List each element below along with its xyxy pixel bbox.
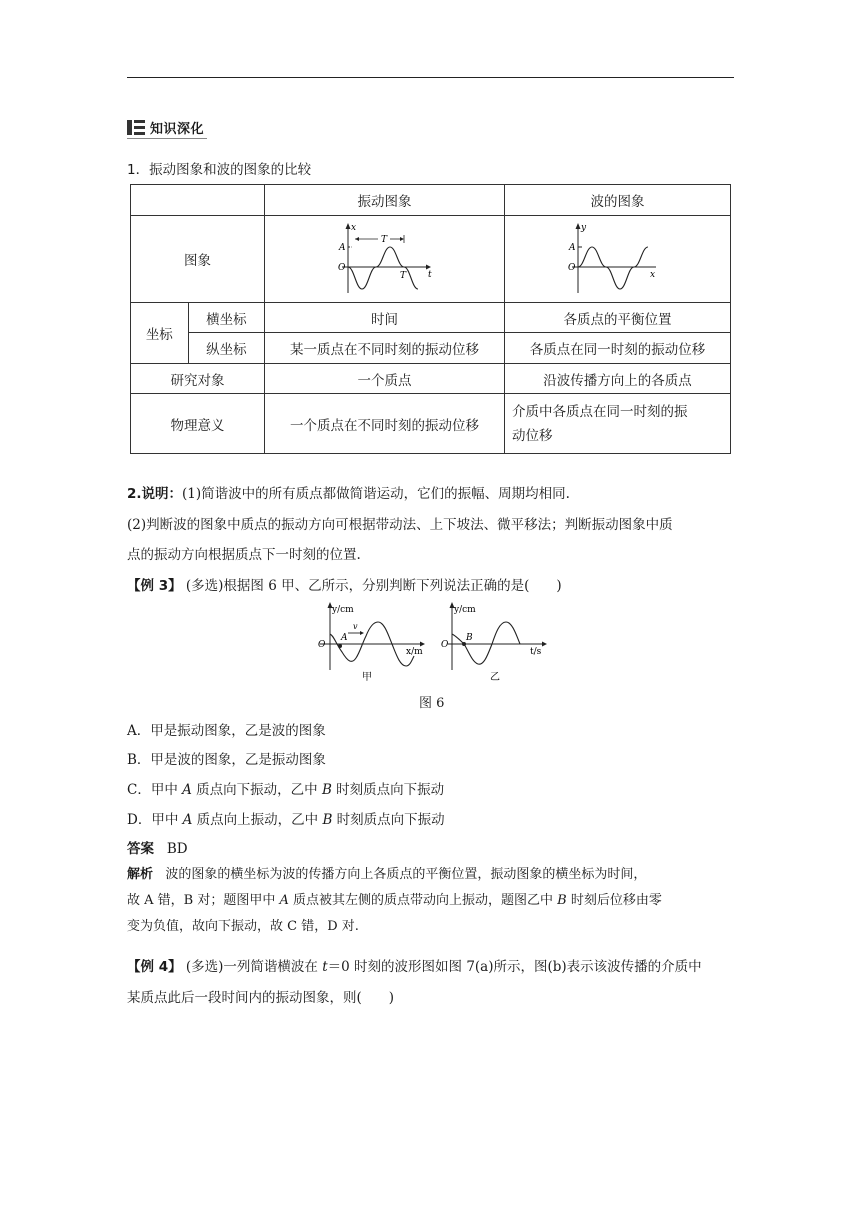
object-wave: 沿波传播方向上的各质点 (504, 364, 730, 394)
meaning-vibration: 一个质点在不同时刻的振动位移 (265, 394, 505, 454)
vib-t-label: t (427, 270, 432, 280)
meaning-wave (504, 394, 730, 454)
fig6a-point-a (338, 644, 342, 648)
wave-graph (562, 219, 672, 299)
fig6b-x-arrow (542, 642, 547, 647)
option-d-mid: 质点向上振动，乙中 (192, 812, 323, 828)
explain-2-post: 时刻后位移由零 (566, 893, 662, 908)
vib-amp-label: A (338, 243, 346, 253)
vib-origin-label: O (337, 263, 345, 273)
explain-2-pre: 故 A 错，B 对；题图甲中 (127, 893, 280, 908)
example3-tag: 【例 3】 (127, 578, 182, 594)
option-d-post: 时刻质点向下振动 (332, 812, 445, 828)
option-a: A．甲是振动图象，乙是波的图象 (127, 723, 326, 739)
wave-x-label: x (650, 270, 656, 280)
meaning-wave-line2: 动位移 (511, 427, 553, 444)
fig6b-point-label: B (466, 633, 473, 643)
table-header-vibration: 振动图象 (265, 185, 505, 216)
option-d-var2: B (322, 812, 333, 828)
answer-line (127, 839, 188, 859)
fig6b-caption: 乙 (490, 672, 500, 683)
option-d (127, 810, 445, 830)
note-line-1 (127, 484, 570, 504)
period-arrow-right (400, 237, 404, 241)
x-axis-arrow (345, 223, 350, 229)
explanation (127, 862, 737, 940)
comparison-table (130, 184, 731, 454)
vib-curve-2 (376, 247, 418, 289)
fig6a-ylabel: y/cm (332, 605, 354, 615)
option-c-post: 时刻质点向下振动 (331, 782, 445, 798)
answer-value: BD (166, 841, 188, 857)
example4-pre: (多选)一列简谐横波在 (181, 959, 323, 975)
example4-line-1 (127, 957, 702, 977)
ordinate-wave: 各质点在同一时刻的振动位移 (504, 333, 730, 364)
explain-2-var: A (279, 893, 289, 908)
figure6-a (310, 600, 430, 686)
option-c-var2: B (321, 782, 332, 798)
section-heading (127, 118, 204, 137)
section-block-icon (127, 119, 145, 136)
row-label-abscissa: 横坐标 (188, 303, 264, 333)
vib-y-label: x (350, 223, 356, 233)
section-title: 知识深化 (150, 122, 205, 137)
answer-label: 答案 (127, 841, 154, 857)
explanation-line-1 (127, 862, 737, 888)
explain-label: 解析 (127, 867, 154, 882)
vib-period-tick-label: T (399, 271, 406, 281)
figure6-caption: 图 6 (419, 696, 445, 711)
option-c-mid: 质点向下振动，乙中 (191, 782, 322, 798)
example3-text: (多选)根据图 6 甲、乙所示，分别判断下列说法正确的是( ) (181, 578, 562, 594)
option-c-var1: A (182, 782, 192, 798)
wave-graph-cell (504, 216, 730, 303)
wave-y-label: y (581, 223, 587, 233)
fig6b-xlabel: t/s (530, 647, 542, 657)
fig6b-origin: O (441, 640, 449, 650)
row-label-object: 研究对象 (131, 364, 265, 394)
vib-curve-1 (348, 267, 376, 289)
table-corner (131, 185, 265, 216)
fig6a-point-label: A (341, 633, 348, 643)
note-label: 2.说明： (127, 486, 183, 502)
row-label-image: 图象 (131, 216, 265, 303)
option-b: B．甲是波的图象，乙是振动图象 (127, 752, 326, 768)
abscissa-wave: 各质点的平衡位置 (504, 303, 730, 333)
example4-var: t (322, 959, 328, 975)
vibration-graph (330, 219, 440, 299)
explain-2-var2: B (557, 893, 567, 908)
fig6a-caption: 甲 (362, 672, 372, 683)
row-label-ordinate: 纵坐标 (188, 333, 264, 364)
abscissa-vibration: 时间 (265, 303, 505, 333)
ordinate-vibration: 某一质点在不同时刻的振动位移 (265, 333, 505, 364)
option-c-pre: C．甲中 (127, 782, 183, 798)
explanation-line-2 (127, 888, 737, 914)
explain-text-1: 波的图象的横坐标为波的传播方向上各质点的平衡位置，振动图象的横坐标为时间， (165, 867, 647, 882)
period-arrow-left (355, 237, 359, 241)
example3-question (127, 576, 562, 596)
meaning-wave-line1: 介质中各质点在同一时刻的振 (511, 403, 688, 420)
explanation-line-3: 变为负值，故向下振动，故 C 错，D 对. (127, 919, 359, 934)
table-header-wave: 波的图象 (504, 185, 730, 216)
header-rule (127, 77, 734, 78)
t-axis-arrow (426, 265, 431, 270)
fig6a-origin: O (318, 640, 326, 650)
option-d-pre: D．甲中 (127, 812, 183, 828)
example4-post: ＝0 时刻的波形图如图 7(a)所示，图(b)表示该波传播的介质中 (327, 959, 702, 975)
row-label-meaning: 物理意义 (131, 394, 265, 454)
option-d-var1: A (182, 812, 193, 828)
vib-period-label: T (380, 235, 387, 245)
figure6-b (438, 600, 558, 686)
note-line-2: (2)判断波的图象中质点的振动方向可根据带动法、上下坡法、微平移法；判断振动图象中质 (127, 517, 673, 533)
example4-line-2: 某质点此后一段时间内的振动图象，则( ) (127, 990, 395, 1006)
note-text-1: (1)简谐波中的所有质点都做简谐运动，它们的振幅、周期均相同. (182, 486, 570, 502)
wave-origin-label: O (568, 263, 576, 273)
fig6b-curve (452, 622, 520, 664)
section-underline (127, 138, 207, 139)
fig6b-ylabel: y/cm (454, 605, 476, 615)
explain-2-mid: 质点被其左侧的质点带动向上振动，题图乙中 (288, 893, 558, 908)
object-vibration: 一个质点 (265, 364, 505, 394)
row-label-coord: 坐标 (131, 303, 189, 364)
fig6a-x-arrow (420, 642, 425, 647)
wave-amp-label: A (569, 243, 576, 253)
vibration-graph-cell (265, 216, 505, 303)
example4-tag: 【例 4】 (127, 959, 182, 975)
wave-curve (578, 247, 648, 289)
option-c (127, 780, 444, 800)
fig6a-v-arrow (360, 631, 364, 635)
note-line-3: 点的振动方向根据质点下一时刻的位置. (127, 547, 361, 563)
heading-comparison: 1．振动图象和波的图象的比较 (127, 162, 312, 178)
fig6a-xlabel: x/m (406, 647, 423, 657)
fig6a-v-label: v (353, 622, 358, 631)
wave-y-arrow (576, 223, 581, 229)
